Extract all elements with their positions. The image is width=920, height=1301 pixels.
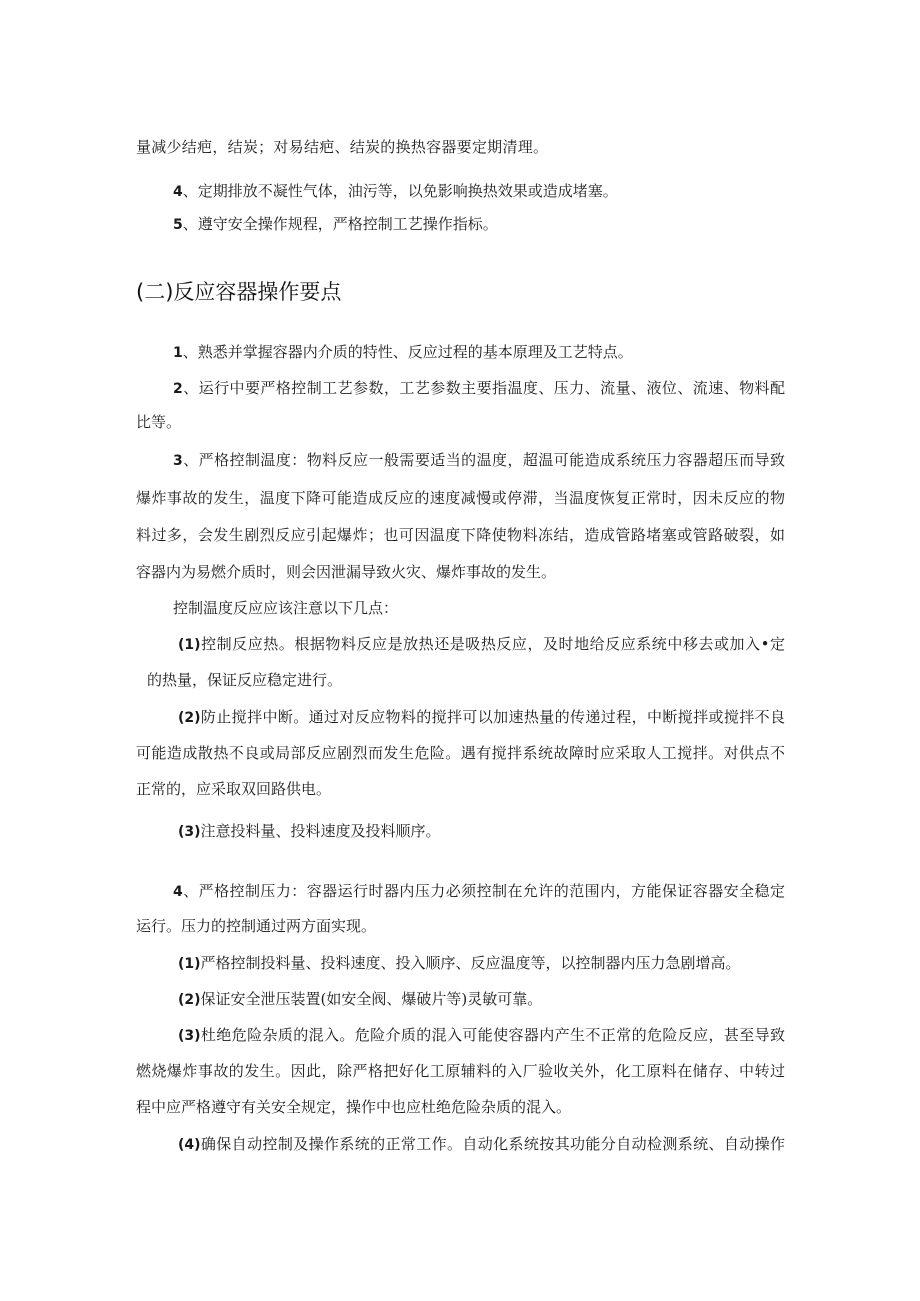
list-item: 4、定期排放不凝性气体，油污等，以免影响换热效果或造成堵塞。 xyxy=(173,182,618,200)
list-item: 5、遵守安全操作规程，严格控制工艺操作指标。 xyxy=(173,215,498,233)
sub-item: (4)确保自动控制及操作系统的正常工作。自动化系统按其功能分自动检测系统、自动操作 xyxy=(178,1135,785,1153)
sub-item-continuation: 程中应严格遵守有关安全规定，操作中也应杜绝危险杂质的混入。 xyxy=(136,1098,572,1116)
list-item-continuation: 比等。 xyxy=(136,413,182,431)
list-item: 2、运行中要严格控制工艺参数，工艺参数主要指温度、压力、流量、液位、流速、物料配 xyxy=(173,379,785,397)
sub-item-continuation: 燃烧爆炸事故的发生。因此，除严格把好化工原辅料的入厂验收关外，化工原料在储存、中转过 xyxy=(136,1062,785,1080)
list-item: 3、严格控制温度：物料反应一般需要适当的温度，超温可能造成系统压力容器超压而导致 xyxy=(173,451,785,469)
sub-item-continuation: 的热量，保证反应稳定进行。 xyxy=(147,671,343,689)
list-item-continuation: 容器内为易燃介质时，则会因泄漏导致火灾、爆炸事故的发生。 xyxy=(136,563,557,581)
sub-item: (3)注意投料量、投料速度及投料顺序。 xyxy=(178,822,441,840)
list-item-continuation: 运行。压力的控制通过两方面实现。 xyxy=(136,917,377,935)
sub-item-continuation: 可能造成散热不良或局部反应剧烈而发生危险。遇有搅拌系统故障时应采取人工搅拌。对供点不 xyxy=(136,744,785,762)
sub-item: (2)保证安全泄压装置(如安全阀、爆破片等)灵敏可靠。 xyxy=(178,990,543,1008)
section-heading: (二)反应容器操作要点 xyxy=(136,280,342,304)
intro-line: 量减少结疤，结炭；对易结疤、结炭的换热容器要定期清理。 xyxy=(136,138,548,156)
list-item-continuation: 料过多，会发生剧烈反应引起爆炸；也可因温度下降使物料冻结，造成管路堵塞或管路破裂，如 xyxy=(136,526,785,544)
sub-item: (1)控制反应热。根据物料反应是放热还是吸热反应，及时地给反应系统中移去或加入•定 xyxy=(178,635,785,653)
sub-item: (2)防止搅拌中断。通过对反应物料的搅拌可以加速热量的传递过程，中断搅拌或搅拌不良 xyxy=(178,708,785,726)
sub-item-continuation: 正常的，应采取双回路供电。 xyxy=(136,780,332,798)
sub-item: (1)严格控制投料量、投料速度、投入顺序、反应温度等，以控制器内压力急剧增高。 xyxy=(178,954,741,972)
list-item: 4、严格控制压力：容器运行时器内压力必须控制在允许的范围内，方能保证容器安全稳定 xyxy=(173,882,785,900)
list-item-continuation: 爆炸事故的发生，温度下降可能造成反应的速度减慢或停滞，当温度恢复正常时，因未反应的物 xyxy=(136,489,785,507)
temperature-intro: 控制温度反应应该注意以下几点： xyxy=(173,599,399,617)
list-item: 1、熟悉并掌握容器内介质的特性、反应过程的基本原理及工艺特点。 xyxy=(173,343,633,361)
sub-item: (3)杜绝危险杂质的混入。危险介质的混入可能使容器内产生不正常的危险反应，甚至导致 xyxy=(178,1026,785,1044)
